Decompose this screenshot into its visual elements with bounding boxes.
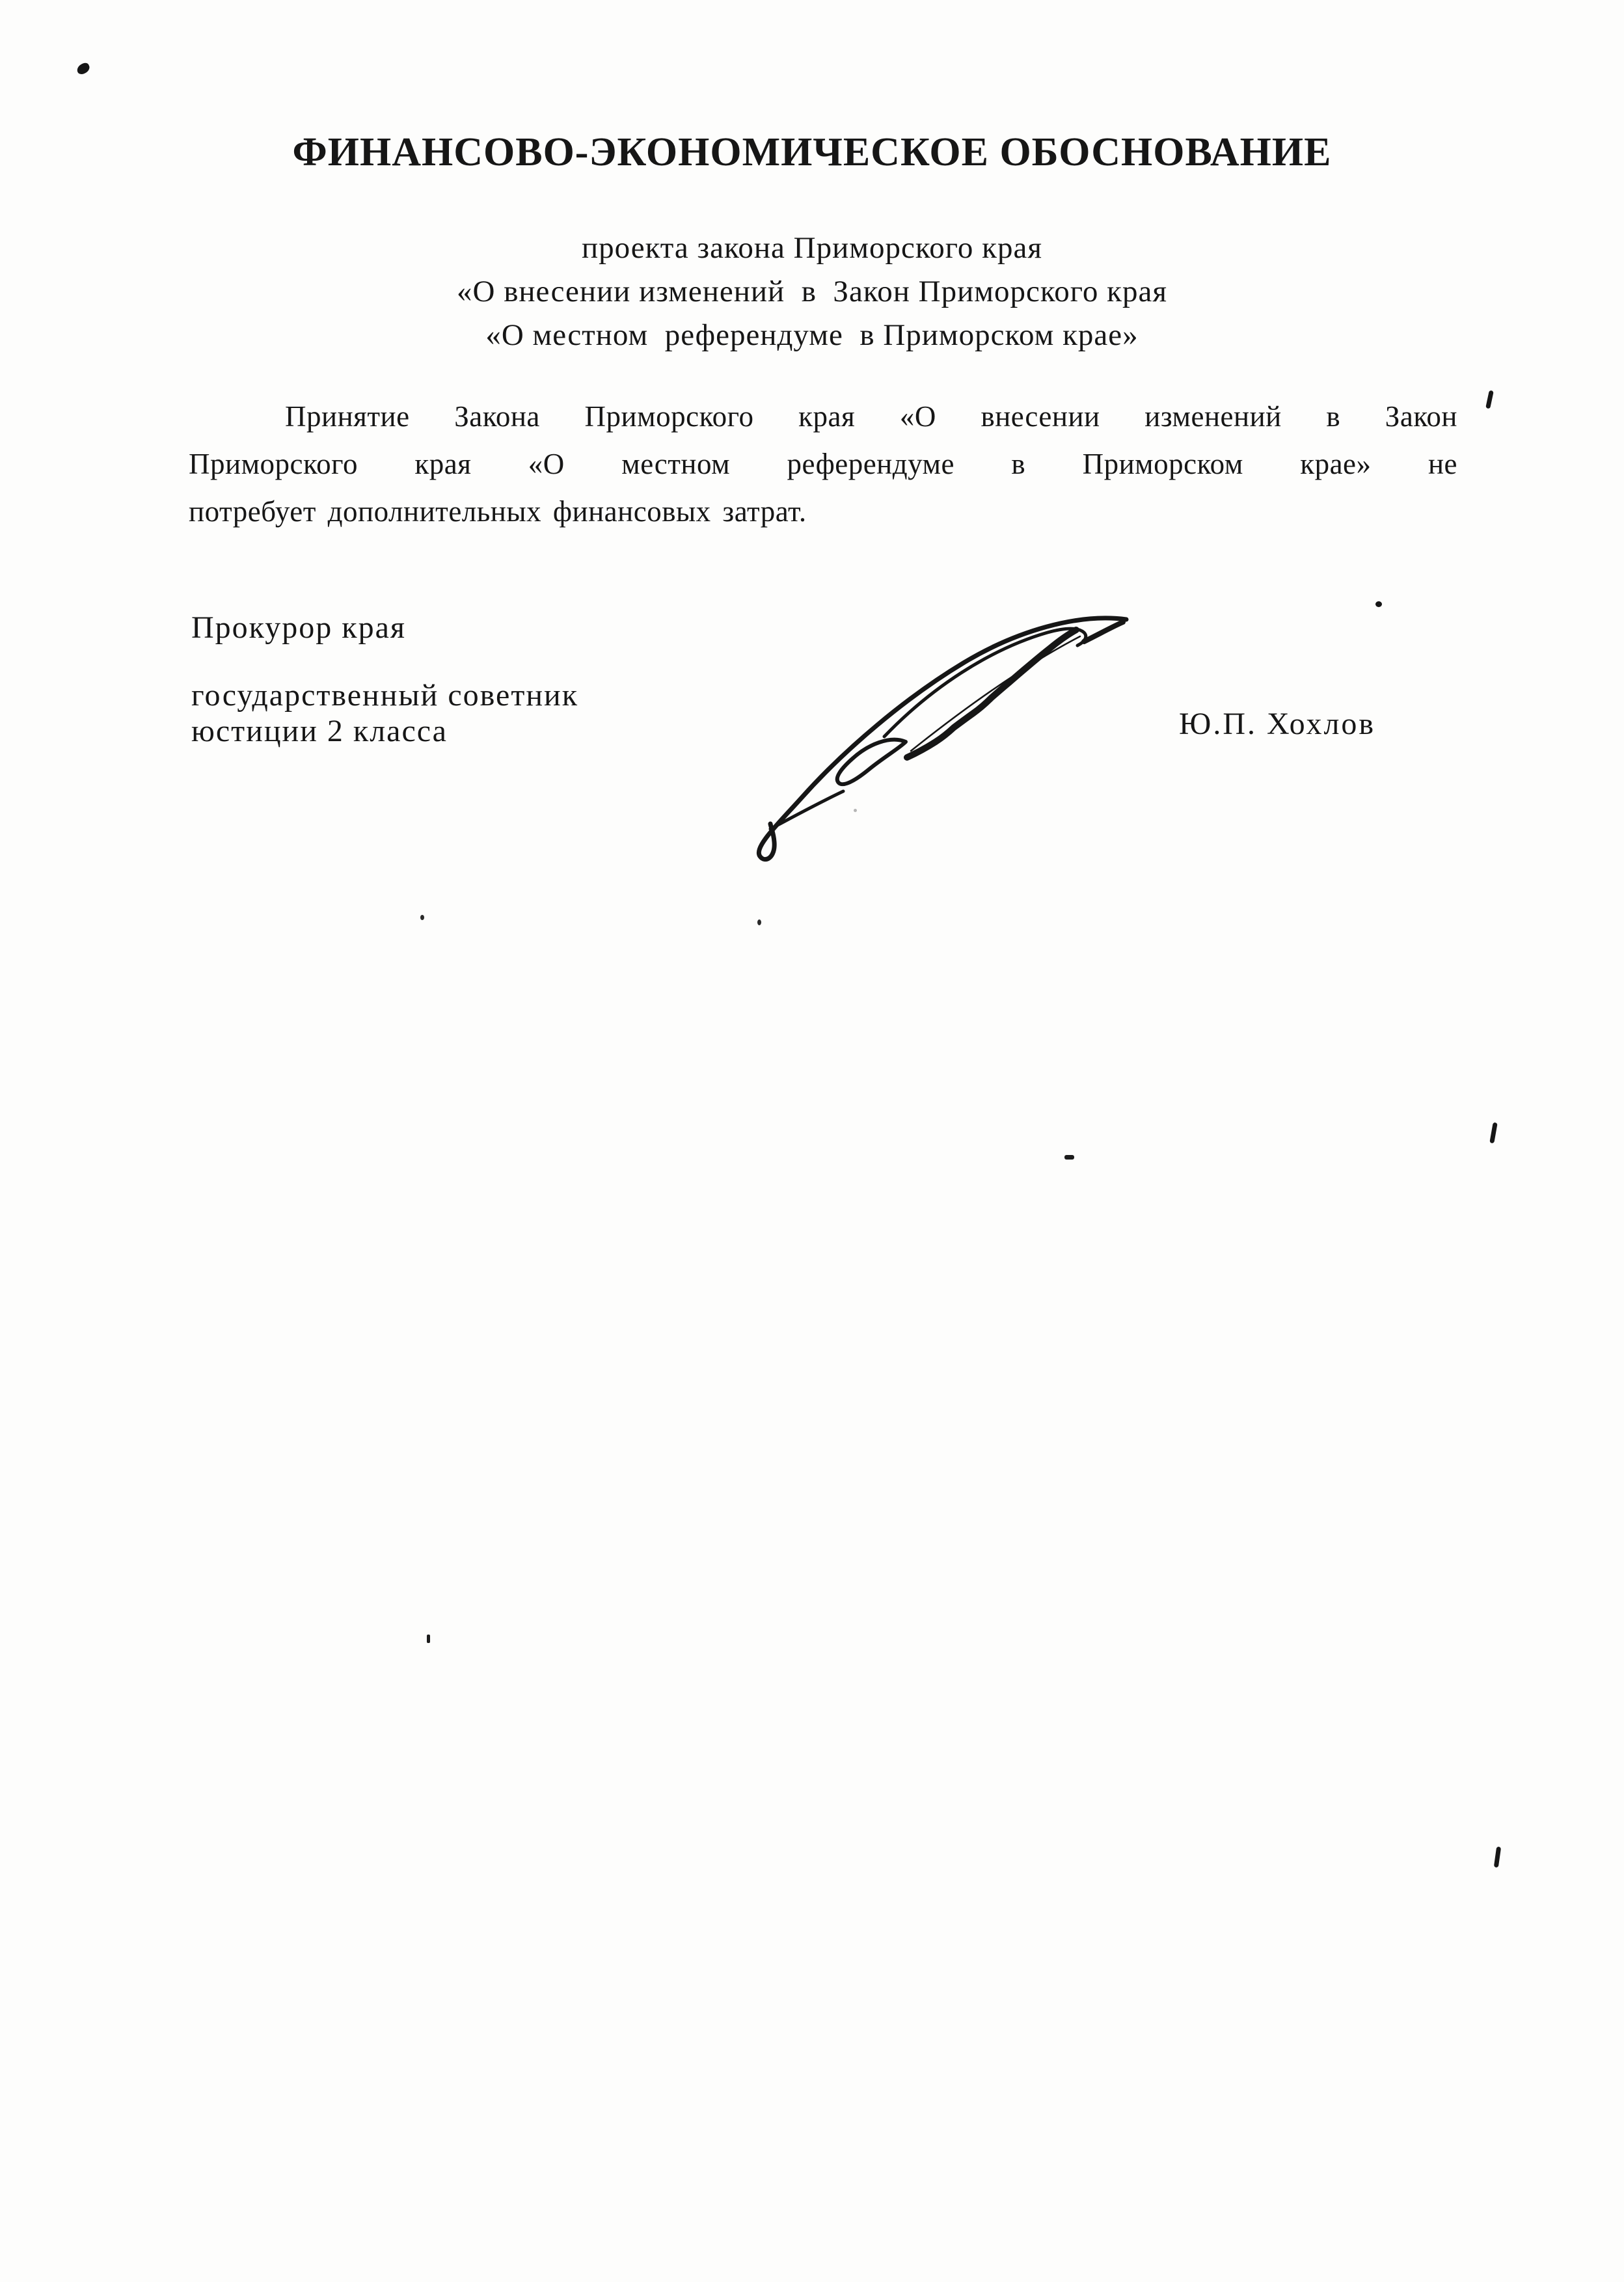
signatory-post-line-3: юстиции 2 класса (191, 714, 448, 748)
scan-speck (427, 1635, 430, 1643)
scan-speck (1494, 1847, 1501, 1868)
body-line-3: потребует дополнительных финансовых затрат. (189, 495, 807, 528)
document-title: ФИНАНСОВО-ЭКОНОМИЧЕСКОЕ ОБОСНОВАНИЕ (292, 130, 1332, 174)
signatory-post-line-1: Прокурор края (191, 610, 407, 645)
scan-speck (1489, 1122, 1497, 1144)
subtitle-line-1: проекта закона Приморского края (582, 231, 1042, 265)
subtitle-line-3: «О местном референдуме в Приморском крае» (485, 318, 1139, 352)
signatory-post-line-2: государственный советник (191, 678, 579, 713)
scan-speck (757, 919, 761, 925)
scan-speck (1375, 601, 1382, 607)
scan-speck (420, 915, 424, 920)
subtitle-line-2: «О внесении изменений в Закон Приморского края (457, 275, 1167, 308)
scan-speck (1064, 1155, 1074, 1160)
scan-speck (75, 61, 91, 75)
signatory-name: Ю.П. Хохлов (1179, 707, 1376, 741)
document-subtitle (177, 226, 1447, 357)
body-paragraph (189, 393, 1457, 536)
body-line-2: Приморского края «О местном референдуме в Приморском крае» не (189, 448, 1457, 480)
body-line-1: Принятие Закона Приморского края «О внесении изменений в Закон (285, 400, 1457, 433)
scan-speck (1485, 390, 1494, 409)
handwritten-signature-flourish-icon (716, 605, 1171, 865)
